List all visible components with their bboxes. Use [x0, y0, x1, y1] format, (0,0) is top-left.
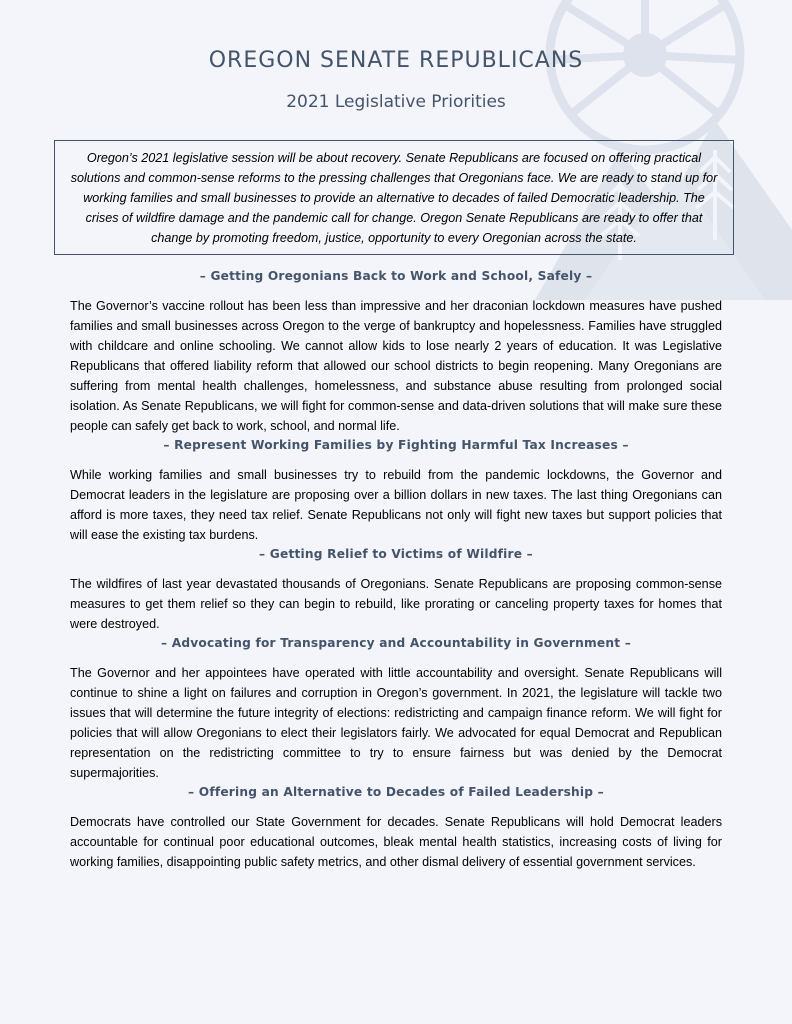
section-body: The wildfires of last year devastated thousands of Oregonians. Senate Republicans are proposing common-sense measures to get them relief so they can begin to rebuild, like prorating or canceling property taxes for homes that were destroyed.: [70, 577, 722, 631]
section-body: Democrats have controlled our State Government for decades. Senate Republicans will hold Democrat leaders accountable for continual poor educational outcomes, bleak mental health statistics, increasing costs of living for working families, disappointing public safety metrics, and other dismal delivery of essential government services.: [70, 815, 722, 869]
intro-box: [54, 140, 734, 255]
intro-text: Oregon’s 2021 legislative session will be about recovery. Senate Republicans are focused on offering practical solutions and common-sense reforms to the pressing challenges that Oregonians face. We are ready to stand up for working families and small businesses to provide an alternative to decades of failed Democratic leadership. The crises of wildfire damage and the pandemic call for change. Oregon Senate Republicans are ready to offer that change by promoting freedom, justice, opportunity to every Oregonian across the state.: [70, 151, 718, 245]
section-heading: – Getting Oregonians Back to Work and School, Safely –: [199, 269, 593, 283]
section-heading: – Getting Relief to Victims of Wildfire –: [259, 547, 533, 561]
section-heading: – Offering an Alternative to Decades of Failed Leadership –: [188, 785, 604, 799]
section-body: The Governor and her appointees have operated with little accountability and oversight. Senate Republicans will continue to shine a light on failures and corruption in Oregon’s government. In 2021, the legislature will tackle two issues that will determine the future integrity of elections: redistricting and campaign finance reform. We will fight for policies that will allow Oregonians to elect their legislators fairly. We advocated for equal Democrat and Republican representation on the redistricting committee to try to ensure fairness but was denied by the Democrat supermajorities.: [70, 666, 722, 780]
section-body: The Governor’s vaccine rollout has been less than impressive and her draconian lockdown measures have pushed families and small businesses across Oregon to the verge of bankruptcy and hopelessness. Families have struggled with childcare and online schooling. We cannot allow kids to lose nearly 2 years of education. It was Legislative Republicans that offered liability reform that allowed our school districts to begin reopening. Many Oregonians are suffering from mental health challenges, homelessness, and substance abuse resulting from prolonged social isolation. As Senate Republicans, we will fight for common-sense and data-driven solutions that will make sure these people can safely get back to work, school, and normal life.: [70, 299, 722, 433]
page-subtitle: 2021 Legislative Priorities: [286, 92, 506, 112]
page-title: OREGON SENATE REPUBLICANS: [208, 48, 584, 73]
section-body: While working families and small businesses try to rebuild from the pandemic lockdowns, the Governor and Democrat leaders in the legislature are proposing over a billion dollars in new taxes. The last thing Oregonians can afford is more taxes, they need tax relief. Senate Republicans not only will fight new taxes but support policies that will ease the existing tax burdens.: [70, 468, 722, 542]
section-heading: – Represent Working Families by Fighting Harmful Tax Increases –: [163, 438, 629, 452]
section-heading: – Advocating for Transparency and Accountability in Government –: [160, 636, 632, 650]
